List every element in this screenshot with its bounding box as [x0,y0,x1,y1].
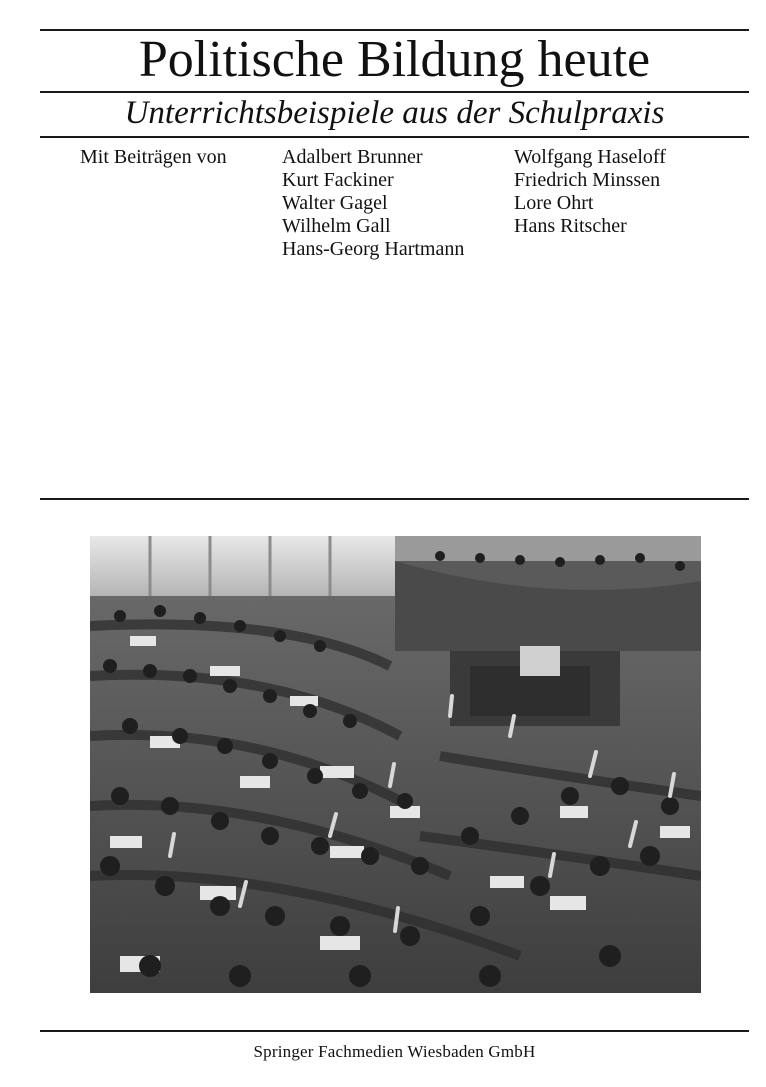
parliament-photo-illustration [90,536,701,993]
contributor-name: Hans-Georg Hartmann [282,238,465,260]
book-title: Politische Bildung heute [138,31,651,88]
contributor-name: Wolfgang Haseloff [514,146,666,168]
photo-top-rule [40,498,749,500]
contributor-name: Walter Gagel [282,192,388,214]
subtitle-rule [40,136,749,138]
contributors-list-left [282,146,464,261]
contributors-list-right [514,146,666,238]
bottom-rule [40,1030,749,1032]
contributor-name: Hans Ritscher [514,215,627,237]
contributor-name: Lore Ohrt [514,192,594,214]
contributor-name: Friedrich Minssen [514,169,661,191]
parliament-photo [90,536,701,993]
publisher-imprint: Springer Fachmedien Wiesbaden GmbH [253,1042,536,1061]
contributors-label: Mit Beiträgen von [80,146,227,168]
contributor-name: Kurt Fackiner [282,169,394,191]
contributor-name: Adalbert Brunner [282,146,423,168]
book-subtitle: Unterrichtsbeispiele aus der Schulpraxis [124,95,665,131]
contributor-name: Wilhelm Gall [282,215,391,237]
